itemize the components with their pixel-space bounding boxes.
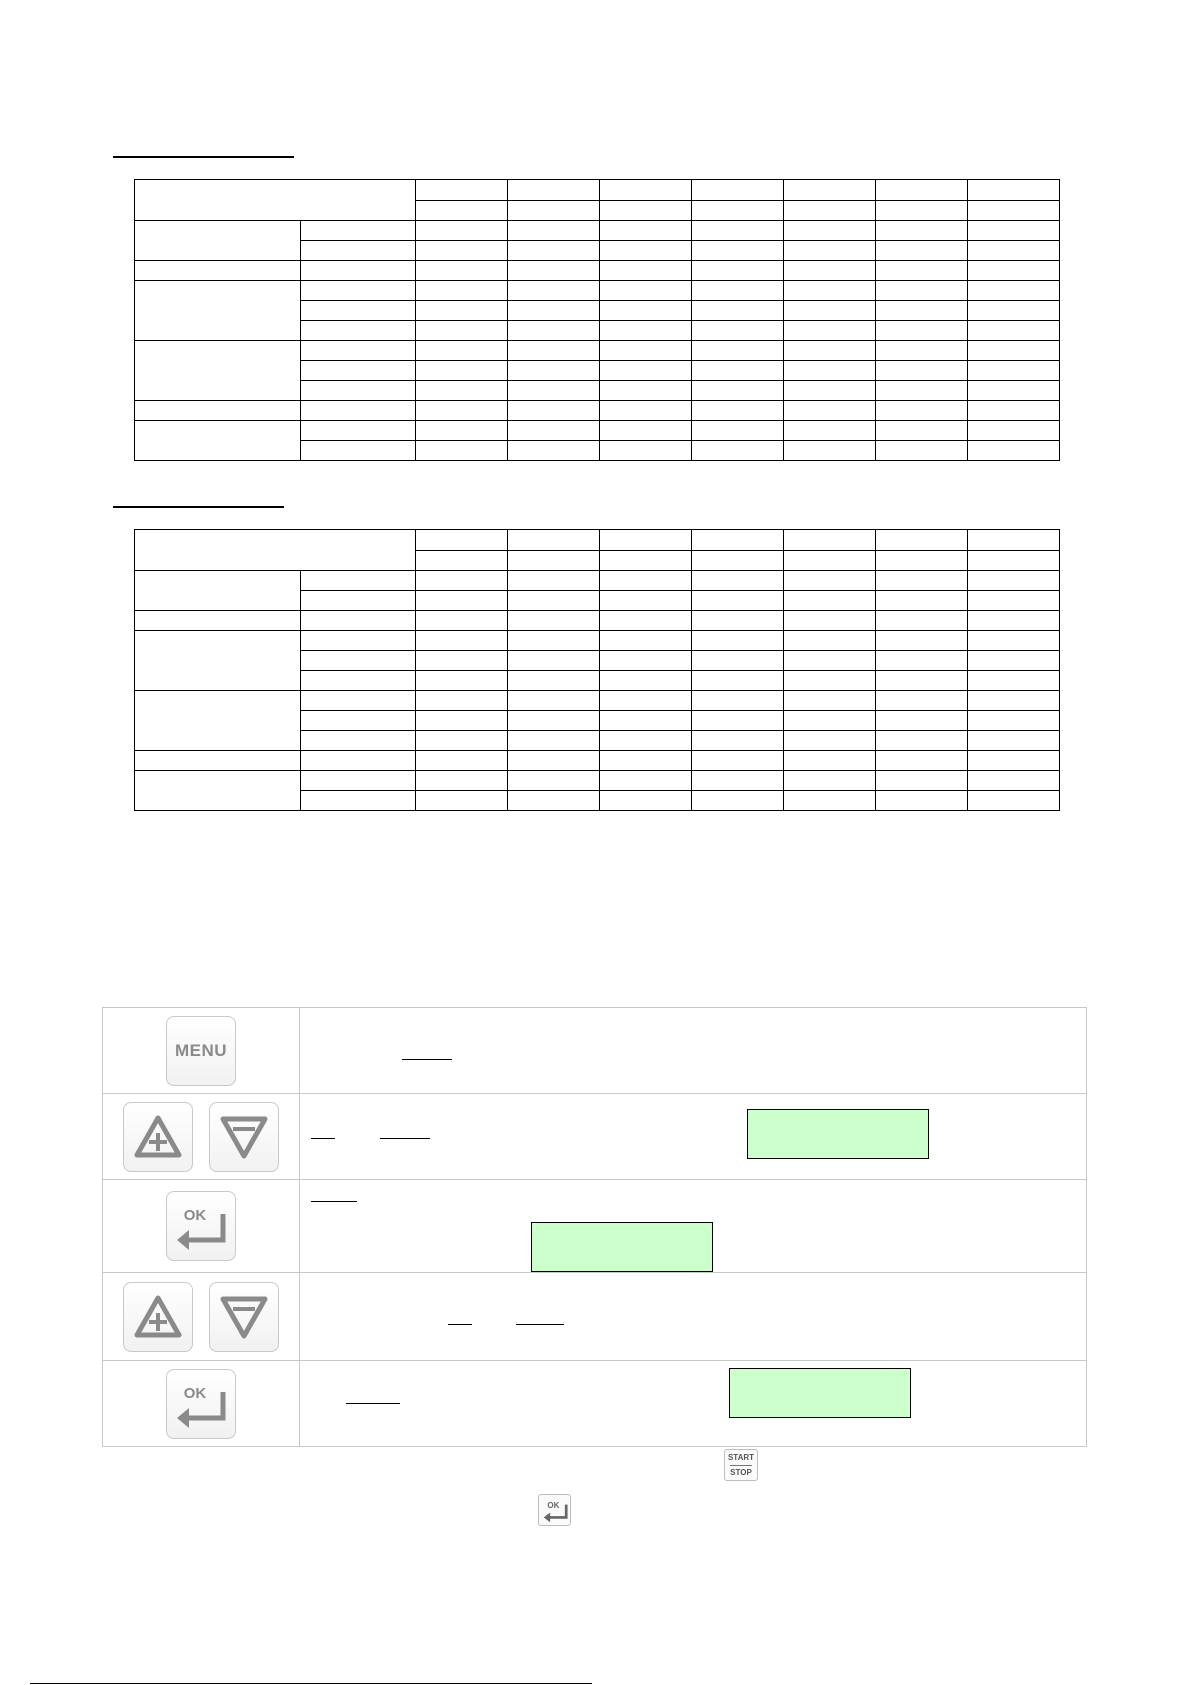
ok-key-button[interactable] [166,1191,236,1261]
table-header-cell [968,530,1060,551]
sub-label-cell [301,441,416,461]
table-row [135,751,1060,771]
table-row [135,631,1060,651]
menu-key-button[interactable] [166,1016,236,1086]
ok-key-button[interactable] [166,1369,236,1439]
step-description [300,1273,1087,1361]
table-row [135,261,1060,281]
table-row [135,530,1060,551]
down-key-button[interactable] [209,1282,279,1352]
table-row [135,281,1060,301]
table-row [135,771,1060,791]
table-header-cell [692,530,784,551]
sub-label-cell [301,651,416,671]
up-arrow-plus-icon [134,1295,182,1339]
group-label-cell [135,691,301,751]
down-arrow-minus-icon [220,1295,268,1339]
sub-label-cell [301,281,416,301]
section-heading-underline [113,506,284,508]
group-label-cell [135,221,301,261]
instruction-step [103,1273,1087,1361]
table-header-cell [784,180,876,201]
lcd-display-preview [747,1109,929,1159]
table-header-cell [600,530,692,551]
parameter-table-1 [134,179,1060,461]
sub-label-cell [301,671,416,691]
start-stop-key-icon [724,1449,758,1481]
step-keys-cell [103,1008,300,1094]
down-arrow-minus-icon [220,1115,268,1159]
footer-rule [30,1683,592,1684]
sub-label-cell [301,341,416,361]
instruction-step [103,1008,1087,1094]
table-header-cell [508,551,600,571]
table-header-cell [876,551,968,571]
group-label-cell [135,771,301,811]
sub-label-cell [301,361,416,381]
table-header-cell [600,201,692,221]
group-label-cell [135,341,301,401]
ok-key-label: OK [183,1207,207,1224]
sub-label-cell [301,571,416,591]
underlined-text-placeholder [448,1324,472,1325]
instruction-step [103,1361,1087,1447]
sub-label-cell [301,611,416,631]
underlined-text-placeholder [402,1059,452,1060]
sub-label-cell [301,691,416,711]
step-description [300,1008,1087,1094]
sub-label-cell [301,711,416,731]
table-header-cell [784,201,876,221]
up-arrow-plus-icon [134,1115,182,1159]
table-header-cell [508,530,600,551]
group-label-cell [135,751,301,771]
group-label-cell [135,261,301,281]
ok-enter-icon [173,1376,229,1432]
table-header-cell [692,180,784,201]
instruction-step [103,1094,1087,1180]
underlined-text-placeholder [516,1324,564,1325]
table-row [135,571,1060,591]
table-header-cell [416,530,508,551]
down-key-button[interactable] [209,1102,279,1172]
up-key-button[interactable] [123,1282,193,1352]
sub-label-cell [301,631,416,651]
sub-label-cell [301,381,416,401]
table-header-cell [692,201,784,221]
underlined-text-placeholder [311,1138,335,1139]
start-stop-divider [730,1465,752,1466]
sub-label-cell [301,221,416,241]
ok-enter-icon [173,1198,229,1254]
table-header-cell [508,201,600,221]
sub-label-cell [301,301,416,321]
up-key-button[interactable] [123,1102,193,1172]
step-description [300,1094,1087,1180]
table-header-cell [968,201,1060,221]
group-label-cell [135,611,301,631]
table-header-cell [600,551,692,571]
step-description [300,1361,1087,1447]
table-row [135,221,1060,241]
step-description [300,1180,1087,1273]
stop-label: STOP [730,1468,752,1477]
underlined-text-placeholder [311,1201,357,1202]
table-header-cell [968,551,1060,571]
underlined-text-placeholder [346,1403,400,1404]
menu-key-label: MENU [174,1040,228,1060]
step-keys-cell [103,1361,300,1447]
instruction-step [103,1180,1087,1273]
underlined-text-placeholder [380,1138,430,1139]
section-heading-underline [113,156,294,158]
sub-label-cell [301,771,416,791]
table-row [135,421,1060,441]
table-header-cell [876,180,968,201]
table-header-cell [416,201,508,221]
sub-label-cell [301,261,416,281]
table-row [135,691,1060,711]
group-label-cell [135,401,301,421]
table-header-cell [784,530,876,551]
table-header-cell [416,180,508,201]
sub-label-cell [301,791,416,811]
group-label-cell [135,421,301,461]
group-label-cell [135,281,301,341]
table-header-cell [876,530,968,551]
table-header-cell [135,180,416,221]
sub-label-cell [301,241,416,261]
step-keys-cell [103,1094,300,1180]
sub-label-cell [301,591,416,611]
ok-enter-icon [540,1496,571,1526]
ok-key-label: OK [183,1384,207,1402]
sub-label-cell [301,321,416,341]
sub-label-cell [301,751,416,771]
table-header-cell [416,551,508,571]
table-header-cell [784,551,876,571]
start-label: START [727,1453,755,1462]
group-label-cell [135,631,301,691]
ok-mini-label: OK [547,1500,560,1510]
step-keys-cell [103,1273,300,1361]
ok-mini-key-icon [538,1494,571,1526]
table-row [135,611,1060,631]
step-keys-cell [103,1180,300,1273]
table-row [135,401,1060,421]
group-label-cell [135,571,301,611]
table-header-cell [692,551,784,571]
table-header-cell [968,180,1060,201]
sub-label-cell [301,731,416,751]
parameter-table-2 [134,529,1060,811]
lcd-display-preview [729,1368,911,1418]
sub-label-cell [301,421,416,441]
lcd-display-preview [531,1222,713,1272]
table-row [135,180,1060,201]
instruction-steps-table [102,1007,1087,1447]
table-header-cell [600,180,692,201]
table-row [135,341,1060,361]
table-header-cell [876,201,968,221]
sub-label-cell [301,401,416,421]
table-header-cell [135,530,416,571]
table-header-cell [508,180,600,201]
